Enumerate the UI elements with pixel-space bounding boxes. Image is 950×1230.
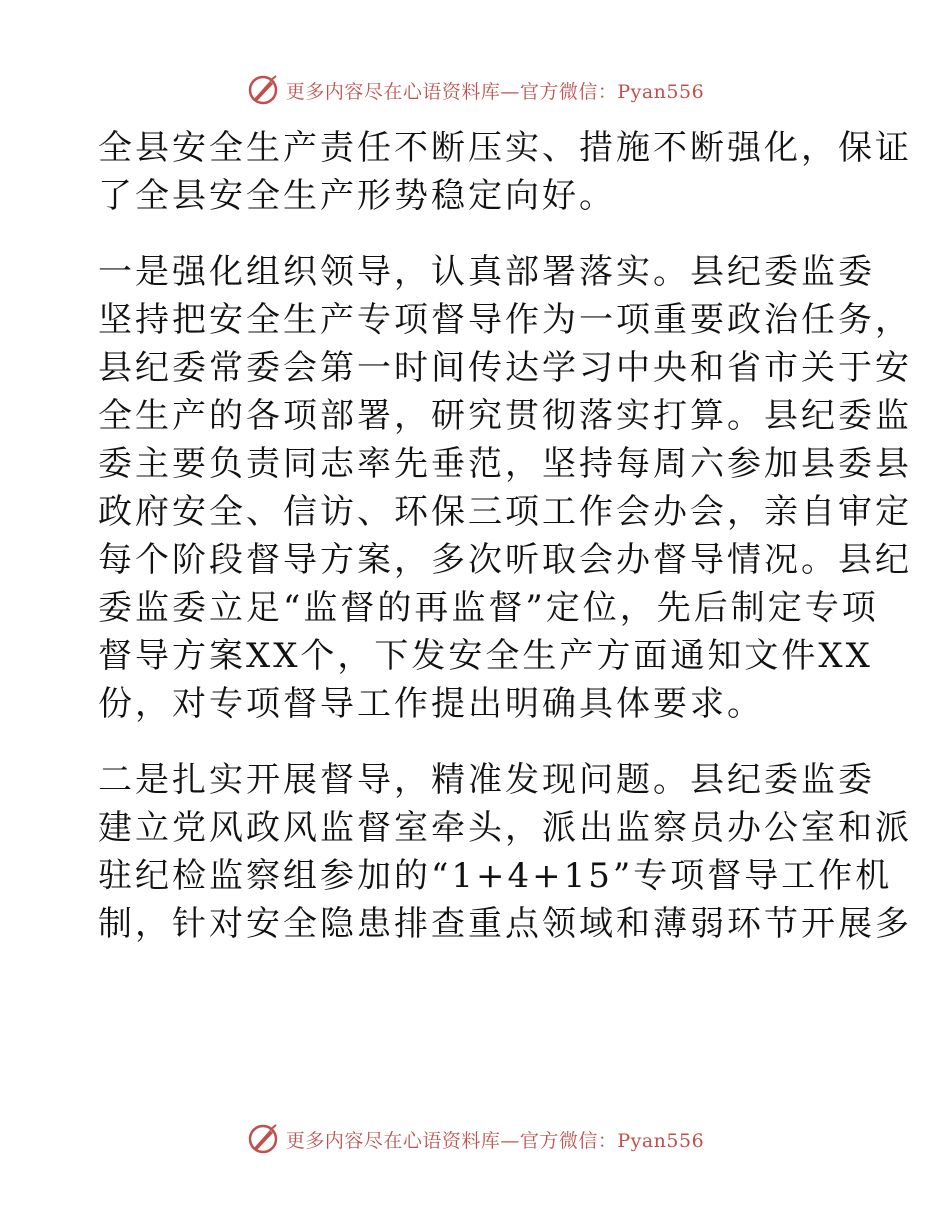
document-body bbox=[98, 124, 912, 948]
quill-seal-icon bbox=[246, 1122, 280, 1156]
text-line: 二是扎实开展督导，精准发现问题。县纪委监委 bbox=[98, 760, 875, 800]
text-line: 委主要负责同志率先垂范，坚持每周六参加县委县 bbox=[98, 444, 912, 484]
text-line: 全县安全生产责任不断压实、措施不断强化，保证 bbox=[98, 128, 912, 168]
text-line: 建立党风政风监督室牵头，派出监察员办公室和派 bbox=[98, 808, 912, 848]
text-line: 份，对专项督导工作提出明确具体要求。 bbox=[98, 684, 764, 724]
paragraph-2 bbox=[98, 248, 912, 728]
paragraph-1 bbox=[98, 124, 912, 220]
watermark-text: 更多内容尽在心语资料库—官方微信：Pyan556 bbox=[285, 80, 705, 103]
text-line: 一是强化组织领导，认真部署落实。县纪委监委 bbox=[98, 252, 875, 292]
text-line: 制，针对安全隐患排查重点领域和薄弱环节开展多 bbox=[98, 904, 912, 944]
text-line: 委监委立足“监督的再监督”定位，先后制定专项 bbox=[98, 588, 879, 628]
text-line: 驻纪检监察组参加的“1+4+15”专项督导工作机 bbox=[98, 856, 893, 896]
watermark-footer bbox=[0, 1119, 950, 1159]
text-line: 了全县安全生产形势稳定向好。 bbox=[98, 176, 616, 216]
text-line: 督导方案XX个，下发安全生产方面通知文件XX bbox=[98, 636, 873, 676]
text-line: 县纪委常委会第一时间传达学习中央和省市关于安 bbox=[98, 348, 912, 388]
watermark-text: 更多内容尽在心语资料库—官方微信：Pyan556 bbox=[285, 1129, 705, 1152]
watermark-header bbox=[0, 70, 950, 110]
text-line: 每个阶段督导方案，多次听取会办督导情况。县纪 bbox=[98, 540, 912, 580]
quill-seal-icon bbox=[246, 73, 280, 107]
text-line: 坚持把安全生产专项督导作为一项重要政治任务， bbox=[98, 300, 912, 340]
text-line: 政府安全、信访、环保三项工作会办会，亲自审定 bbox=[98, 492, 912, 532]
paragraph-3 bbox=[98, 756, 912, 948]
text-line: 全生产的各项部署，研究贯彻落实打算。县纪委监 bbox=[98, 396, 912, 436]
